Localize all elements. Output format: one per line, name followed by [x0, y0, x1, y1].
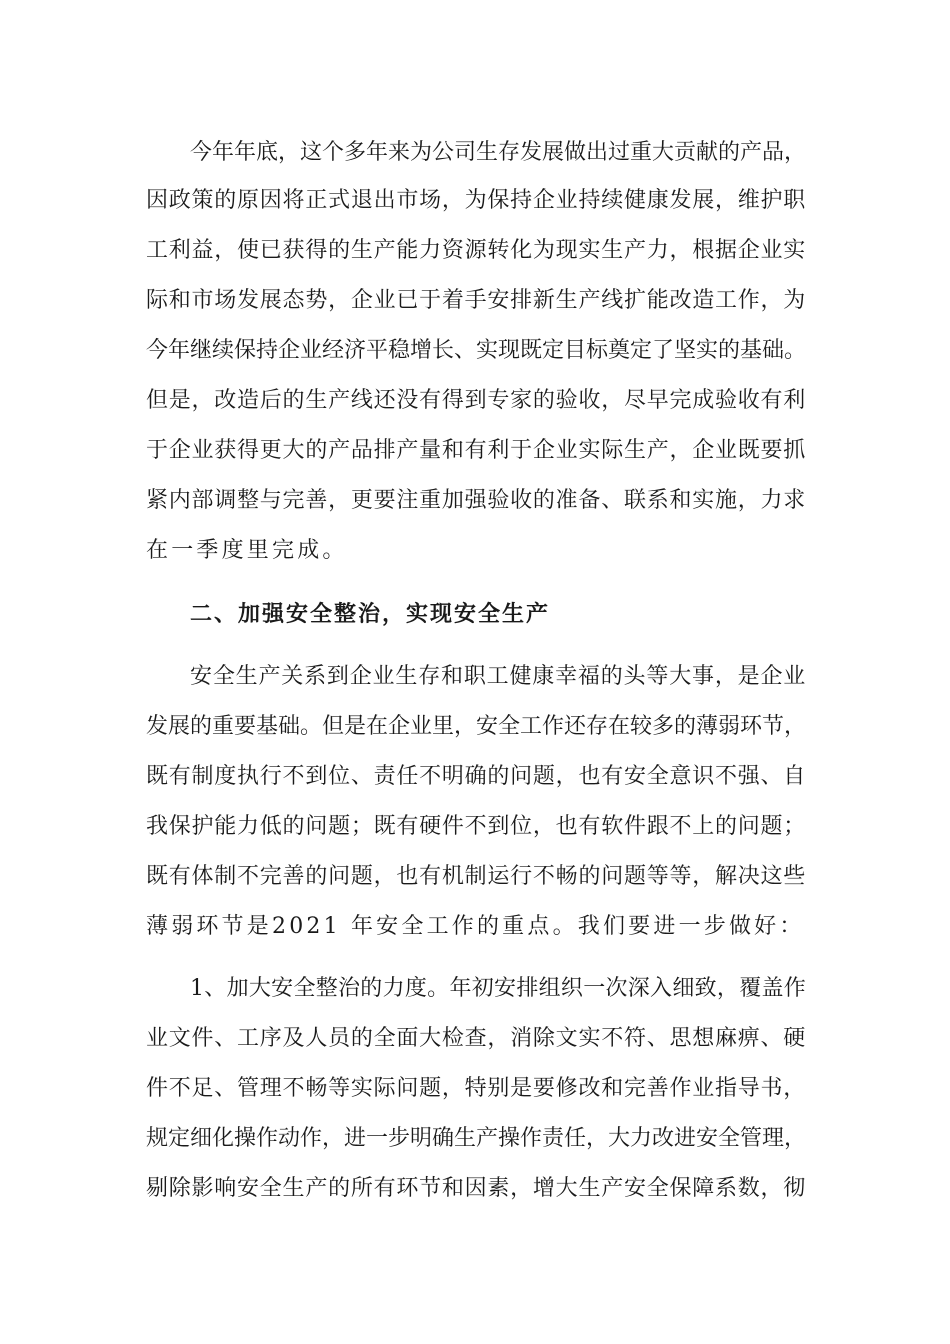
- paragraph-3-line-4: 规定细化操作动作，进一步明确生产操作责任，大力改进安全管理，: [146, 1126, 806, 1151]
- paragraph-1-line-2: 因政策的原因将正式退出市场，为保持企业持续健康发展，维护职: [146, 188, 806, 213]
- paragraph-1-line-3: 工利益，使已获得的生产能力资源转化为现实生产力，根据企业实: [146, 238, 806, 263]
- paragraph-1-line-9: 在一季度里完成。: [146, 538, 348, 563]
- paragraph-1-line-4: 际和市场发展态势，企业已于着手安排新生产线扩能改造工作，为: [146, 288, 806, 313]
- paragraph-1-line-7: 于企业获得更大的产品排产量和有利于企业实际生产，企业既要抓: [146, 438, 806, 463]
- paragraph-2-line-3: 既有制度执行不到位、责任不明确的问题，也有安全意识不强、自: [146, 764, 806, 789]
- paragraph-1-line-1: 今年年底，这个多年来为公司生存发展做出过重大贡献的产品，: [190, 140, 806, 165]
- paragraph-1-line-6: 但是，改造后的生产线还没有得到专家的验收，尽早完成验收有利: [146, 388, 806, 413]
- paragraph-3-line-2: 业文件、工序及人员的全面大检查，消除文实不符、思想麻痹、硬: [146, 1026, 806, 1051]
- section-heading: 二、加强安全整治，实现安全生产: [190, 602, 551, 627]
- paragraph-2-line-6: 薄弱环节是2021 年安全工作的重点。我们要进一步做好：: [146, 914, 805, 939]
- paragraph-2-line-2: 发展的重要基础。但是在企业里，安全工作还存在较多的薄弱环节，: [146, 714, 806, 739]
- paragraph-3-line-1: 1、加大安全整治的力度。年初安排组织一次深入细致，覆盖作: [190, 976, 806, 1001]
- paragraph-3-line-5: 剔除影响安全生产的所有环节和因素，增大生产安全保障系数，彻: [146, 1176, 806, 1201]
- paragraph-3-line-3: 件不足、管理不畅等实际问题，特别是要修改和完善作业指导书，: [146, 1076, 806, 1101]
- paragraph-2-line-1: 安全生产关系到企业生存和职工健康幸福的头等大事，是企业: [190, 664, 806, 689]
- paragraph-1-line-8: 紧内部调整与完善，更要注重加强验收的准备、联系和实施，力求: [146, 488, 806, 513]
- paragraph-2-line-4: 我保护能力低的问题；既有硬件不到位，也有软件跟不上的问题；: [146, 814, 806, 839]
- paragraph-2-line-5: 既有体制不完善的问题，也有机制运行不畅的问题等等，解决这些: [146, 864, 806, 889]
- paragraph-1-line-5: 今年继续保持企业经济平稳增长、实现既定目标奠定了坚实的基础。: [146, 338, 806, 363]
